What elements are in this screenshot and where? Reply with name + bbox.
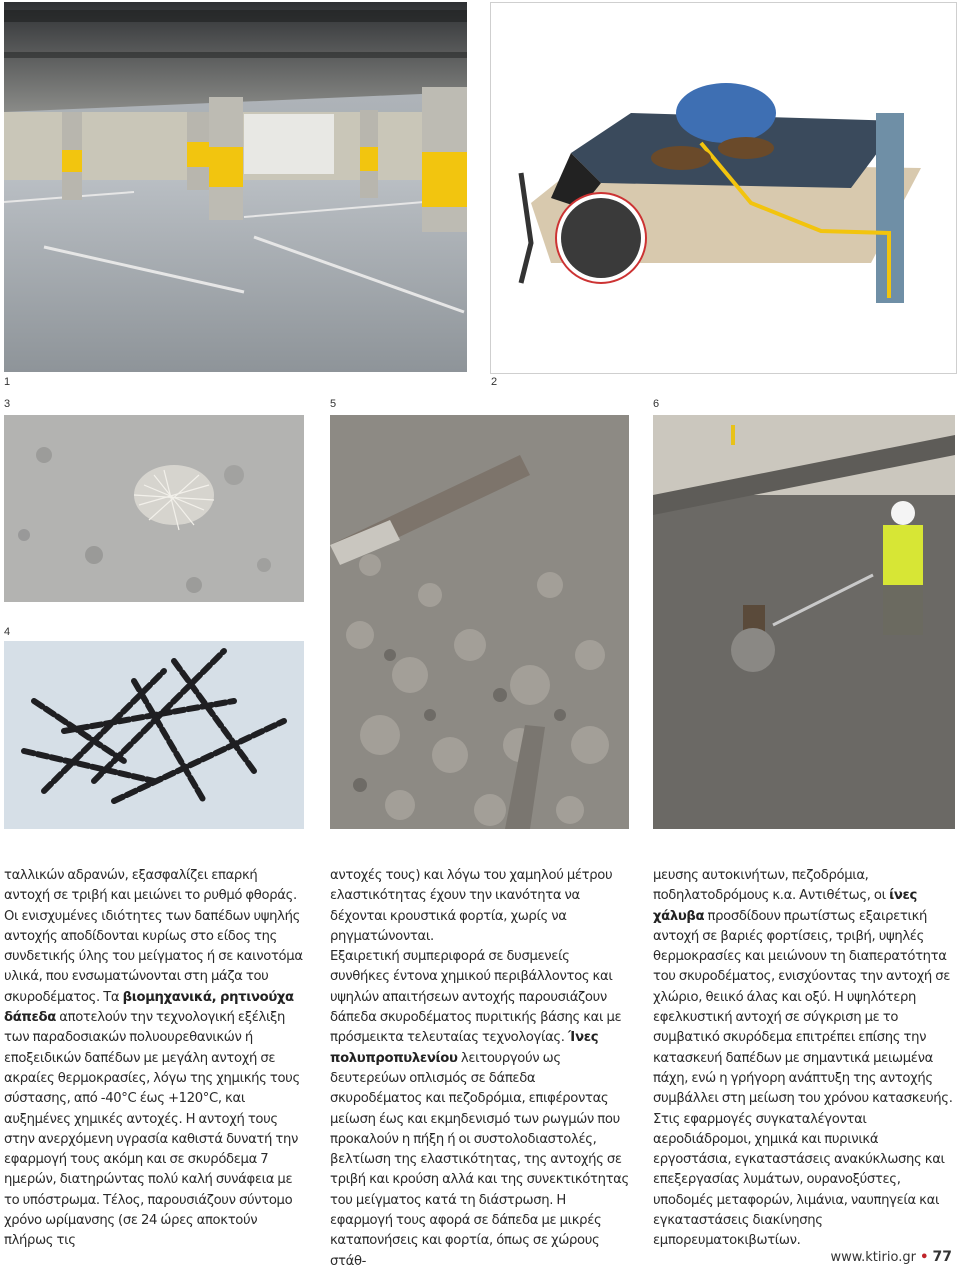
highlight-steel-fibers: ίνες χάλυβα xyxy=(653,888,917,924)
footer-site-link[interactable]: www.ktirio.gr xyxy=(830,1250,916,1265)
text-run: λειτουργούν ως δευτερεύων οπλισμός σε δάπεδα σκυροδέματος και πεζοδρόμια, επιφέροντας μείωση έως και εκμηδενισμό των ρωγμών που προκαλούν η πήξη ή οι συστολοδιαστολές, βελτίωση της ελαστικότητας, της αντοχής σε τριβή και κρούση αλλά και της συνεκτικότητας του μείγματος κατά τη διάστρωση. Η εφαρμογή τους αφορά σε δάπεδα με μικρές καταπονήσεις και φορτία, όπως σε χώρους στάθ- xyxy=(330,1050,629,1269)
text-run: Εξαιρετική συμπεριφορά σε δυσμενείς συνθήκες έντονα χημικού περιβάλλοντος και υψηλών απαιτήσεων αντοχής παρουσιάζουν δάπεδα σκυροδέματος πυριτικής βάσης και με πρόσμεικτα τελευταίας τεχνολογίας. xyxy=(330,949,622,1046)
page-number: 77 xyxy=(932,1249,952,1265)
photo-conductive-floor-diagram xyxy=(490,2,957,374)
caption-2: 2 xyxy=(491,376,498,388)
caption-5: 5 xyxy=(330,398,337,410)
text-run: μευσης αυτοκινήτων, πεζοδρόμια, ποδηλατοδρόμους κ.α. Αντιθέτως, οι xyxy=(653,868,890,904)
photo-worker-power-float xyxy=(653,415,955,829)
photo-steel-fibers xyxy=(4,641,304,829)
photo-polypropylene-fibers xyxy=(4,415,304,602)
caption-6: 6 xyxy=(653,398,660,410)
highlight-resin-floors: βιομηχανικά, ρητινούχα δάπεδα xyxy=(4,989,294,1026)
paragraph: αντοχές τους) και λόγω του χαμηλού μέτρου ελαστικότητας έχουν την ικανότητα να δέχονται κρουστικά φορτία, χωρίς να ρηγματώνονται. xyxy=(330,868,613,944)
paragraph xyxy=(4,907,304,1252)
photo-parking-garage xyxy=(4,2,467,372)
text-column-1 xyxy=(4,866,304,1252)
footer-separator: • xyxy=(920,1250,929,1265)
text-run: προσδίδουν πρωτίστως εξαιρετική αντοχή σε βαριές φορτίσεις, τριβή, υψηλές θερμοκρασίες και μειώνουν τη διαπερατότητα του σκυροδέματος, ενισχύοντας την αντοχή σε χλώριο, θειικό άλας και οξύ. Η υψηλότερη εφελκυστική αντοχή σε σύγκριση με το συμβατικό σκυρόδεμα επιτρέπει επίσης την κατασκευή δαπέδων με σημαντικά μειωμένα πάχη, ενώ η γρήγορη ανάπτυξη της αντοχής συμβάλλει στη μείωση του χρόνου κατασκευής. Στις εφαρμογές συγκαταλέγονται αεροδιάδρομοι, χημικά και πυρινικά εργοστάσια, εγκαταστάσεις ανακύκλωσης και επεξεργασίας λυμάτων, ουρανοξύστες, υποδομές μεταφορών, λιμάνια, ναυπηγεία και εγκαταστάσεις διακίνησης εμπορευματοκιβωτίων. xyxy=(653,908,953,1249)
caption-4: 4 xyxy=(4,626,11,638)
text-run: Οι ενισχυμένες ιδιότητες των δαπέδων υψηλής αντοχής αποδίδονται κυρίως στο είδος της συνδετικής ύλης του μείγματος ή σε καινοτόμα υλικά, που ενσωματώνονται στη μάζα του σκυροδέματος. Τα xyxy=(4,908,303,1005)
text-run: αποτελούν την τεχνολογική εξέλιξη των παραδοσιακών πολυουρεθανικών ή εποξειδικών δαπέδων με μεγάλη αντοχή σε ακραίες θερμοκρασίες, λόγω της χημικής τους σύστασης, από -40°C έως +120°C, και αυξημένες χημικές αντοχές. Η αντοχή τους στην ανερχόμενη υγρασία καθιστά δυνατή την εφαρμογή τους ακόμη και σε σκυρόδεμα 7 ημερών, διατηρώντας πολύ καλή συνάφεια με το υπόστρωμα. Τέλος, παρουσιάζουν σύντομο χρόνο ωρίμανσης (σε 24 ώρες αποκτούν πλήρως τις xyxy=(4,1010,300,1249)
paragraph xyxy=(653,866,953,1252)
caption-3: 3 xyxy=(4,398,11,410)
paragraph xyxy=(330,947,630,1272)
text-column-2 xyxy=(330,866,630,1272)
highlight-polypropylene: Ίνες πολυπροπυλενίου xyxy=(330,1030,599,1066)
page-footer xyxy=(830,1249,952,1265)
caption-1: 1 xyxy=(4,376,11,388)
text-column-3 xyxy=(653,866,953,1252)
photo-fresh-concrete xyxy=(330,415,629,829)
paragraph: ταλλικών αδρανών, εξασφαλίζει επαρκή αντοχή σε τριβή και μειώνει το ρυθμό φθοράς. xyxy=(4,868,297,904)
